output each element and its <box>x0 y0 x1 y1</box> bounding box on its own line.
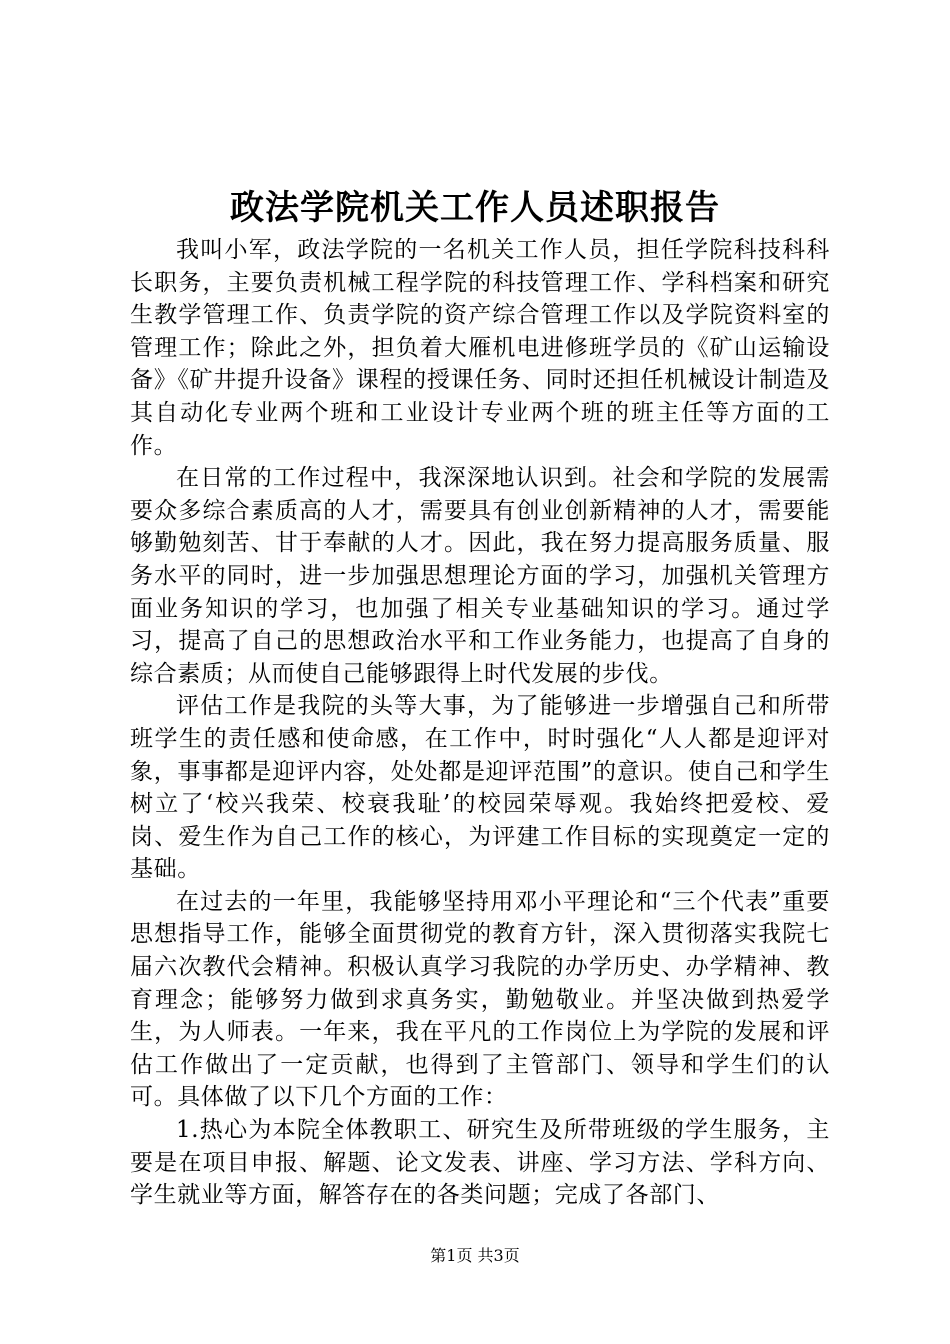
paragraph-item-1: 1.热心为本院全体教职工、研究生及所带班级的学生服务，主要是在项目申报、解题、论文发表、讲座、学习方法、学科方向、学生就业等方面，解答存在的各类问题；完成了各部门、 <box>130 1117 830 1209</box>
paragraph-intro: 我叫小军，政法学院的一名机关工作人员，担任学院科技科科长职务，主要负责机械工程学院的科技管理工作、学科档案和研究生教学管理工作、负责学院的资产综合管理工作以及学院资料室的管理工作；除此之外，担负着大雁机电进修班学员的《矿山运输设备》《矿井提升设备》课程的授课任务、同时还担任机械设计制造及其自动化专业两个班和工业设计专业两个班的班主任等方面的工作。 <box>130 237 830 459</box>
paragraph-learning: 在日常的工作过程中，我深深地认识到。社会和学院的发展需要众多综合素质高的人才，需要具有创业创新精神的人才，需要能够勤勉刻苦、甘于奉献的人才。因此，我在努力提高服务质量、服务水平的同时，进一步加强思想理论方面的学习，加强机关管理方面业务知识的学习，也加强了相关专业基础知识的学习。通过学习，提高了自己的思想政治水平和工作业务能力，也提高了自身的综合素质；从而使自己能够跟得上时代发展的步伐。 <box>130 465 830 687</box>
document-title: 政法学院机关工作人员述职报告 <box>230 188 720 228</box>
paragraph-evaluation: 评估工作是我院的头等大事，为了能够进一步增强自己和所带班学生的责任感和使命感，在工作中，时时强化“人人都是迎评对象，事事都是迎评内容，处处都是迎评范围”的意识。使自己和学生树立了‘校兴我荣、校衰我耻’的校园荣辱观。我始终把爱校、爱岗、爱生作为自己工作的核心，为评建工作目标的实现奠定一定的基础。 <box>130 693 830 883</box>
page-number-footer: 第1页 共3页 <box>430 1246 520 1265</box>
document-body <box>130 234 830 1212</box>
paragraph-past-year: 在过去的一年里，我能够坚持用邓小平理论和“三个代表”重要思想指导工作，能够全面贯彻党的教育方针，深入贯彻落实我院七届六次教代会精神。积极认真学习我院的办学历史、办学精神、教育理念；能够努力做到求真务实，勤勉敬业。并坚决做到热爱学生，为人师表。一年来，我在平凡的工作岗位上为学院的发展和评估工作做出了一定贡献，也得到了主管部门、领导和学生们的认可。具体做了以下几个方面的工作： <box>130 888 830 1111</box>
